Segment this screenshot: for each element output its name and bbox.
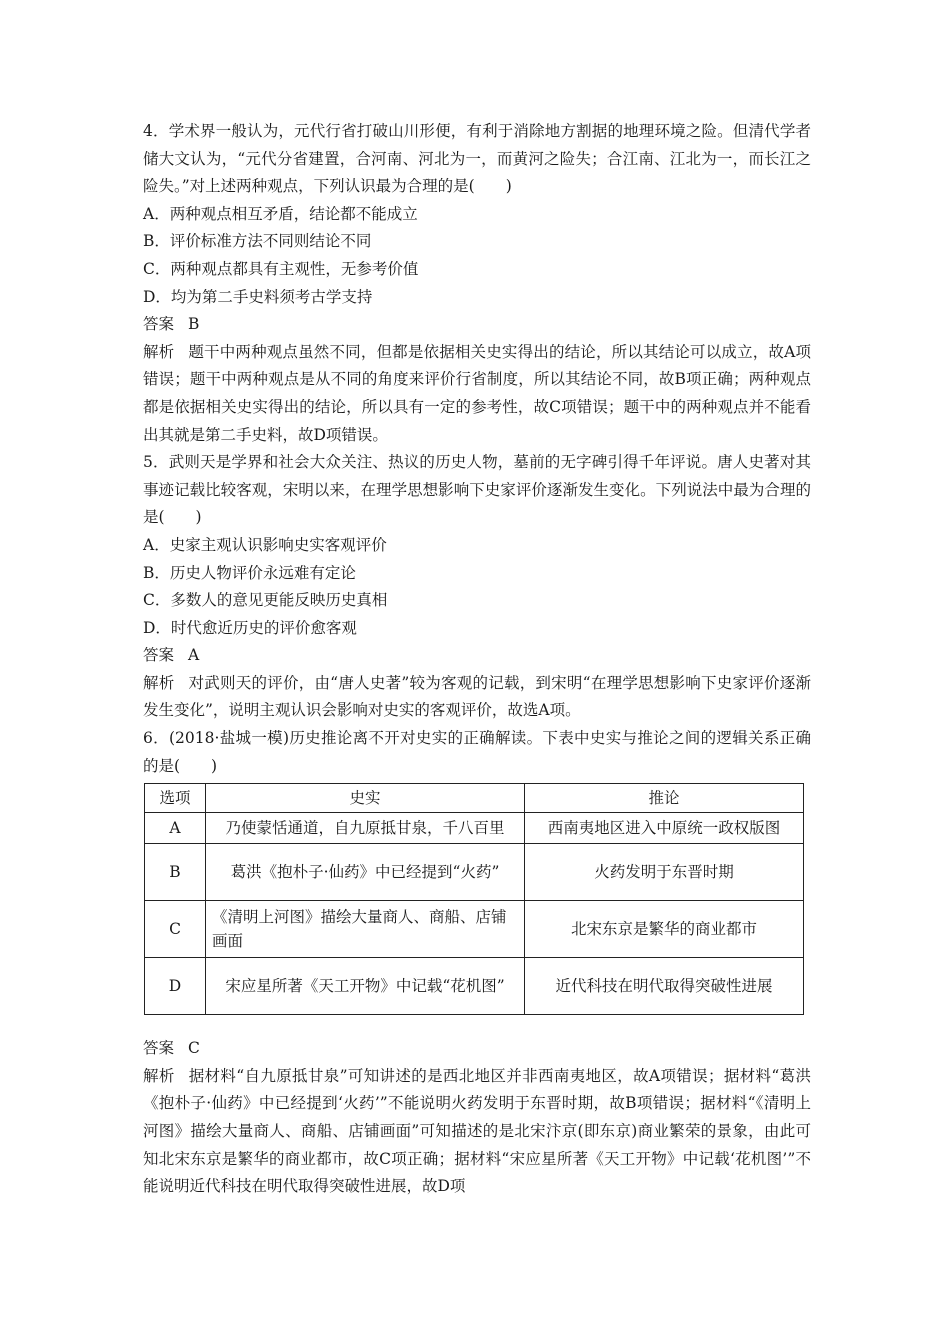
q4-option-a: A．两种观点相互矛盾，结论都不能成立 [143, 204, 418, 223]
q4-analysis [143, 339, 811, 449]
q6-table [144, 783, 804, 1015]
q5-answer [143, 642, 811, 670]
table-cell-inference: 西南夷地区进入中原统一政权版图 [525, 813, 804, 844]
table-cell-inference: 北宋东京是繁华的商业都市 [525, 901, 804, 958]
table-header: 选项 [145, 784, 206, 813]
q5-option-b: B．历史人物评价永远难有定论 [143, 563, 356, 582]
analysis-text: 题干中两种观点虽然不同，但都是依据相关史实得出的结论，所以其结论可以成立，故A项错误；题干中两种观点是从不同的角度来评价行省制度，所以其结论不同，故B项正确；两种观点都是依据相关史实得出的结论，所以具有一定的参考性，故C项错误；题干中的两种观点并不能看出其就是第二手史料，故D项错误。 [143, 342, 811, 444]
table-row [145, 844, 804, 901]
q4-option-b: B．评价标准方法不同则结论不同 [143, 232, 372, 251]
answer-value: C [188, 1039, 200, 1058]
table-cell-fact: 宋应星所著《天工开物》中记载“花机图” [206, 958, 525, 1015]
document-page [143, 118, 811, 1201]
q5-option-c: C．多数人的意见更能反映历史真相 [143, 591, 388, 610]
table-cell-option: B [145, 844, 206, 901]
table-row [145, 958, 804, 1015]
table-header-row [145, 784, 804, 813]
q4-answer [143, 311, 811, 339]
table-cell-fact: 乃使蒙恬通道，自九原抵甘泉，千八百里 [206, 813, 525, 844]
table-row [145, 813, 804, 844]
table-cell-option: D [145, 958, 206, 1015]
answer-label: 答案 [143, 646, 175, 665]
q4-stem: 4．学术界一般认为，元代行省打破山川形便，有利于消除地方割据的地理环境之险。但清代学者储大文认为，“元代分省建置，合河南、河北为一，而黄河之险失；合江南、江北为一，而长江之险失。”对上述两种观点，下列认识最为合理的是( ) [143, 122, 811, 196]
q5-stem: 5．武则天是学界和社会大众关注、热议的历史人物，墓前的无字碑引得千年评说。唐人史著对其事迹记载比较客观，宋明以来，在理学思想影响下史家评价逐渐发生变化。下列说法中最为合理的是( ) [143, 453, 811, 527]
analysis-label: 解析 [143, 342, 175, 361]
q5-option-d: D．时代愈近历史的评价愈客观 [143, 618, 357, 637]
q6-answer [143, 1035, 811, 1063]
table-cell-inference: 近代科技在明代取得突破性进展 [525, 958, 804, 1015]
table-cell-fact: 葛洪《抱朴子·仙药》中已经提到“火药” [206, 844, 525, 901]
answer-label: 答案 [143, 1039, 175, 1058]
answer-value: A [188, 646, 200, 665]
analysis-text: 据材料“自九原抵甘泉”可知讲述的是西北地区并非西南夷地区，故A项错误；据材料“葛洪《抱朴子·仙药》中已经提到‘火药’”不能说明火药发明于东晋时期，故B项错误；据材料“《清明上河图》描绘大量商人、商船、店铺画面”可知描述的是北宋汴京(即东京)商业繁荣的景象，由此可知北宋东京是繁华的商业都市，故C项正确；据材料“宋应星所著《天工开物》中记载‘花机图’”不能说明近代科技在明代取得突破性进展，故D项 [143, 1066, 811, 1196]
table-header: 史实 [206, 784, 525, 813]
answer-value: B [188, 315, 200, 334]
q5-option-a: A．史家主观认识影响史实客观评价 [143, 535, 387, 554]
table-cell-option: C [145, 901, 206, 958]
q6-stem: 6．(2018·盐城一模)历史推论离不开对史实的正确解读。下表中史实与推论之间的逻辑关系正确的是( ) [143, 729, 811, 775]
q4-option-d: D．均为第二手史料须考古学支持 [143, 287, 373, 306]
answer-label: 答案 [143, 315, 175, 334]
table-cell-fact: 《清明上河图》描绘大量商人、商船、店铺画面 [206, 901, 525, 958]
analysis-label: 解析 [143, 673, 175, 692]
table-cell-inference: 火药发明于东晋时期 [525, 844, 804, 901]
analysis-label: 解析 [143, 1066, 175, 1085]
q5-analysis [143, 670, 811, 725]
table-header: 推论 [525, 784, 804, 813]
table-cell-option: A [145, 813, 206, 844]
q6-analysis [143, 1063, 811, 1201]
analysis-text: 对武则天的评价，由“唐人史著”较为客观的记载，到宋明“在理学思想影响下史家评价逐渐发生变化”，说明主观认识会影响对史实的客观评价，故选A项。 [143, 673, 811, 720]
q4-option-c: C．两种观点都具有主观性，无参考价值 [143, 259, 419, 278]
table-row [145, 901, 804, 958]
